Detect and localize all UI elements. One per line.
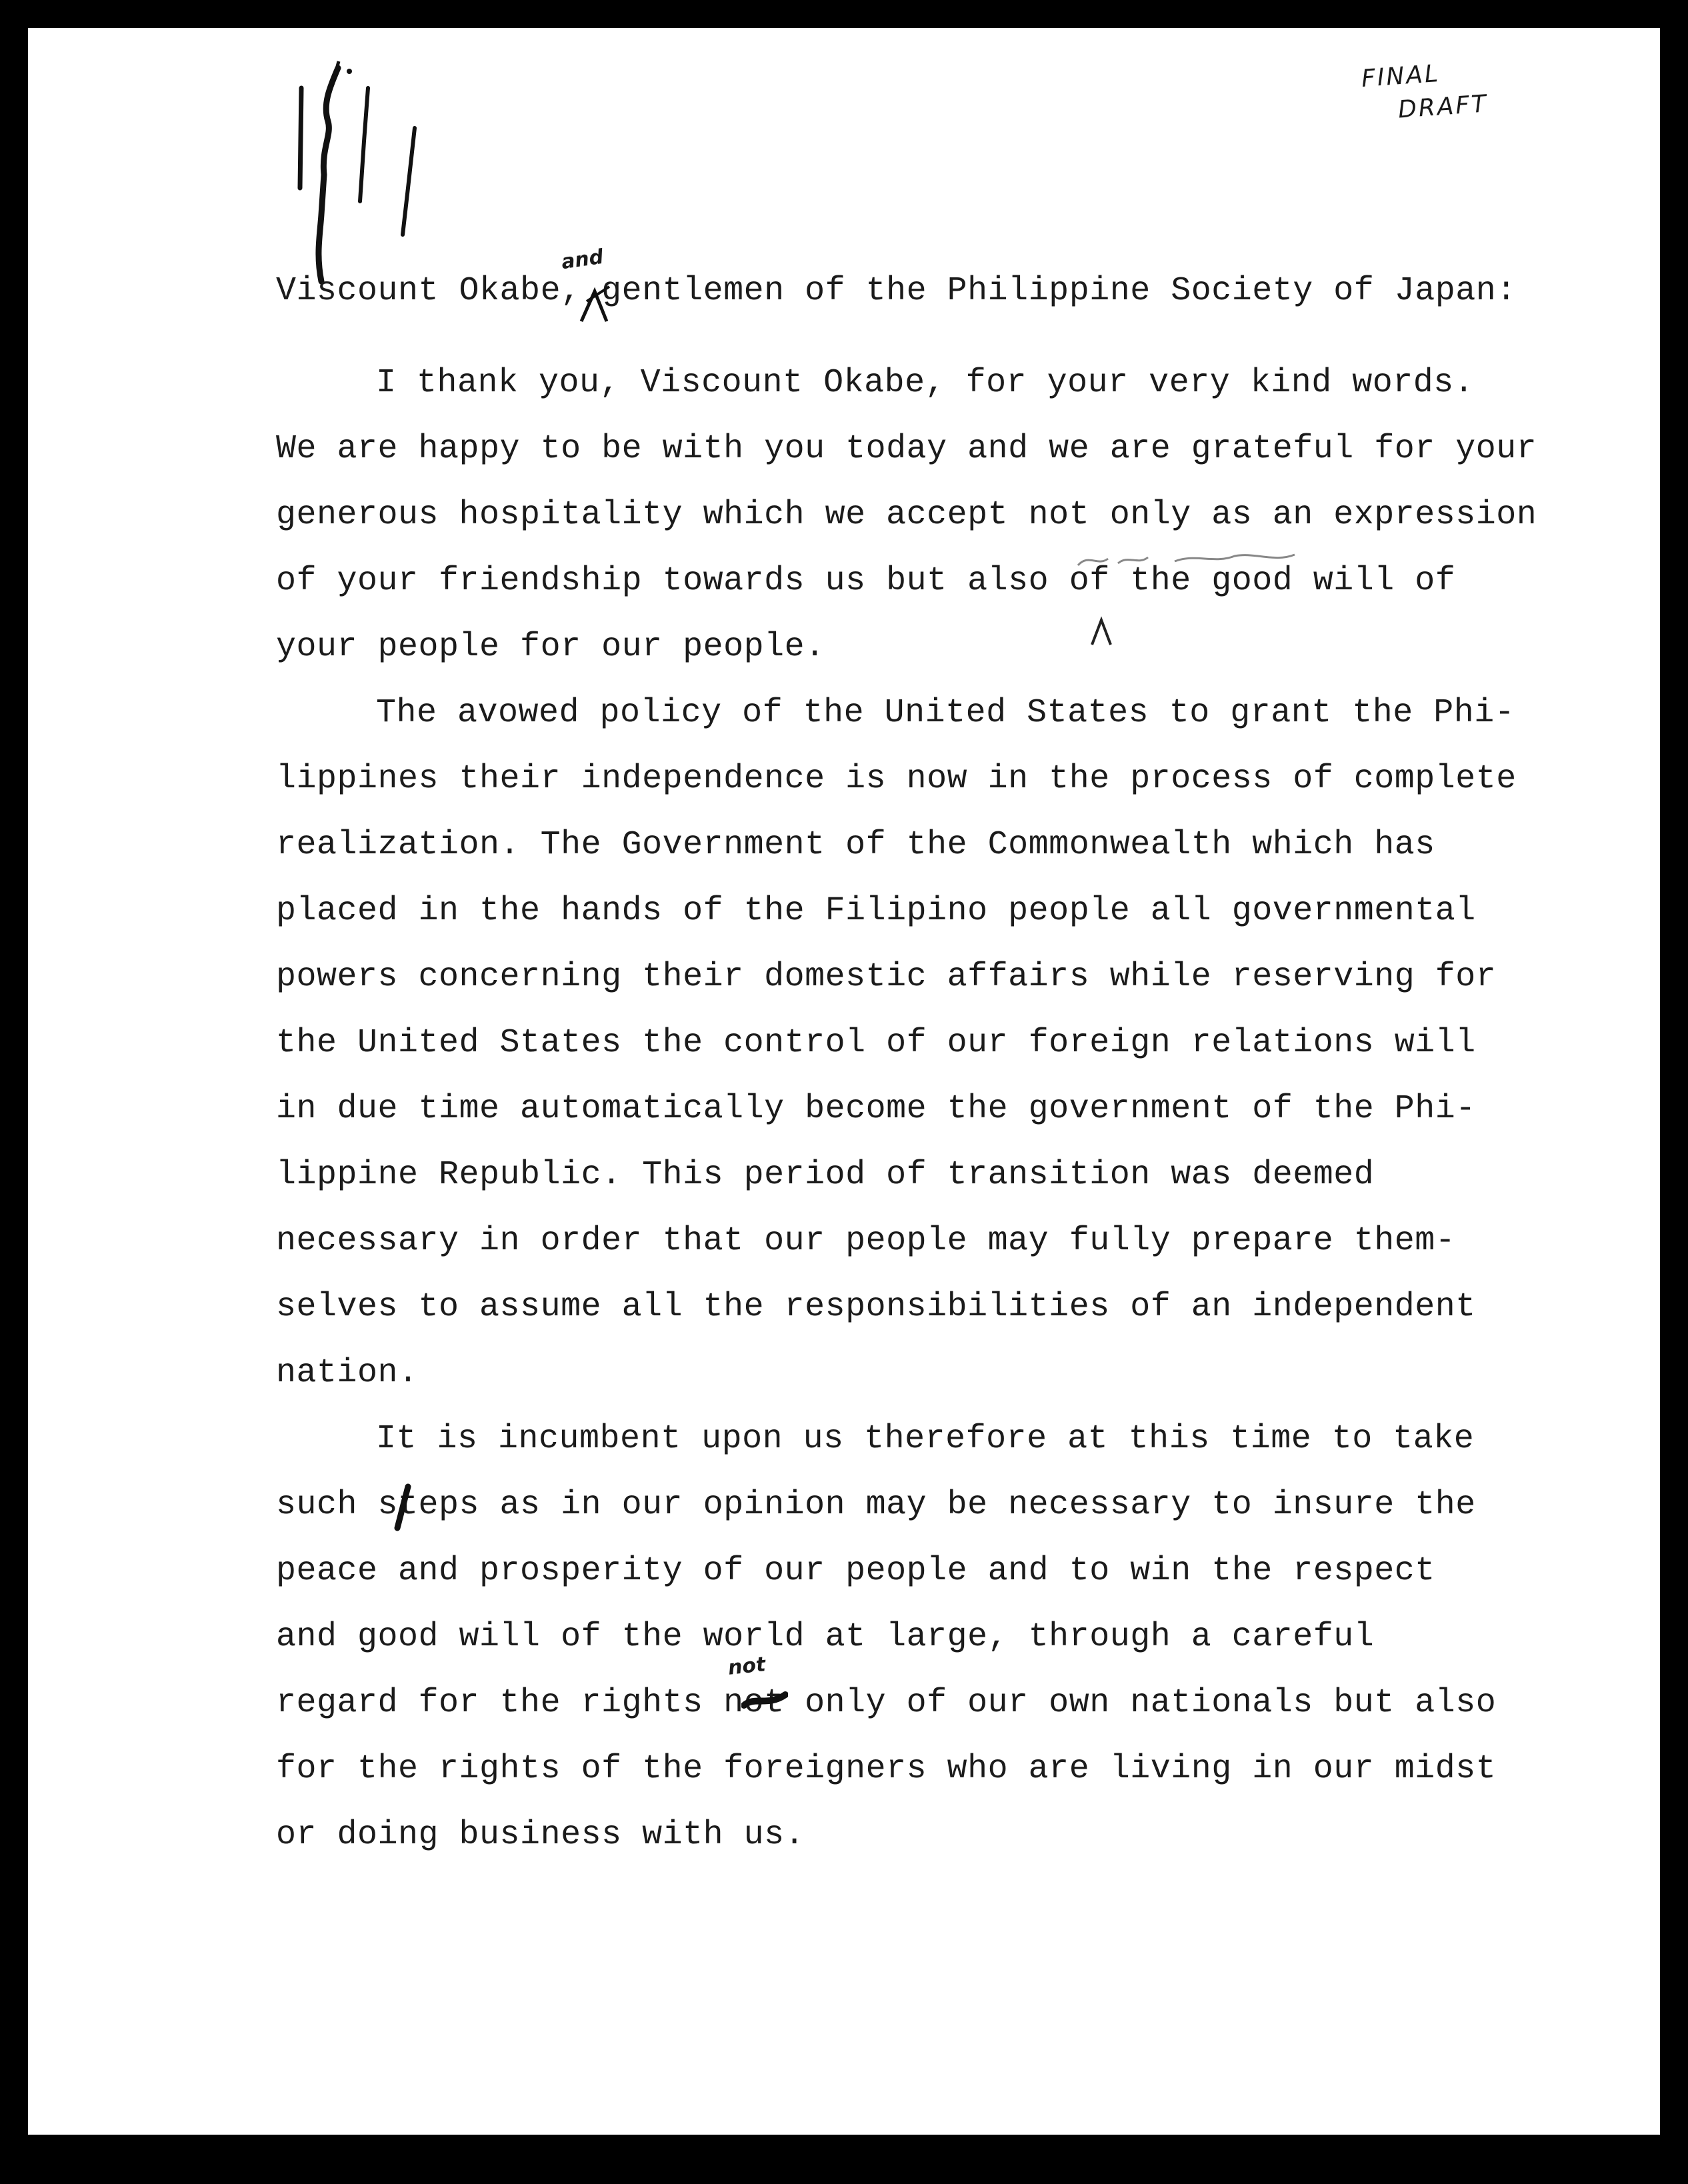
insert-and-annotation: and [559,245,605,275]
strike-mark-no [741,1687,788,1713]
para3-line6: for the rights of the foreigners who are living in our midst [276,1750,1497,1788]
para2-line9: necessary in order that our people may fully prepare them- [276,1222,1456,1260]
para3-line5: regard for the rights not only of our own nationals but also [276,1684,1497,1722]
para2-line5: powers concerning their domestic affairs while reserving for [276,958,1497,996]
para3-line7: or doing business with us. [276,1816,805,1854]
caret-mark-icon [575,281,615,328]
document-page [28,28,1660,2135]
para1-line2: We are happy to be with you today and we are grateful for your [276,430,1537,468]
insert-not-annotation: not [727,1653,767,1680]
para2-line7: in due time automatically become the government of the Phi- [276,1090,1476,1128]
para1-line5: your people for our people. [276,628,825,666]
para2-line1: The avowed policy of the United States to grant the Phi- [376,694,1515,732]
strike-mark-such [388,1481,415,1535]
para2-line3: realization. The Government of the Commonwealth which has [276,826,1435,864]
para1-line3: generous hospitality which we accept not only as an expression [276,496,1537,534]
faint-insertion-note [1075,547,1301,573]
caret-mark-icon [1088,615,1115,648]
para2-line11: nation. [276,1354,419,1392]
para2-line10: selves to assume all the responsibilities of an independent [276,1288,1476,1326]
para2-line6: the United States the control of our foreign relations will [276,1024,1476,1062]
para2-line8: lippine Republic. This period of transition was deemed [276,1156,1375,1194]
para1-line1: I thank you, Viscount Okabe, for your very kind words. [376,364,1475,402]
para2-line4: placed in the hands of the Filipino people all governmental [276,892,1476,930]
para3-line4: and good will of the world at large, through a careful [276,1618,1375,1656]
final-draft-note-line2: DRAFT [1397,90,1489,124]
final-draft-note-line1: FINAL [1360,59,1441,93]
salutation: Viscount Okabe, gentlemen of the Philippine Society of Japan: [276,272,1517,310]
para2-line2: lippines their independence is now in the process of complete [276,760,1517,798]
pen-scribble-marks [275,41,435,295]
para3-line1: It is incumbent upon us therefore at this time to take [376,1420,1475,1458]
para3-line2: such steps as in our opinion may be necessary to insure the [276,1486,1476,1524]
para1-line4: of your friendship towards us but also of the good will of [276,562,1456,600]
para3-line3: peace and prosperity of our people and to win the respect [276,1552,1435,1590]
